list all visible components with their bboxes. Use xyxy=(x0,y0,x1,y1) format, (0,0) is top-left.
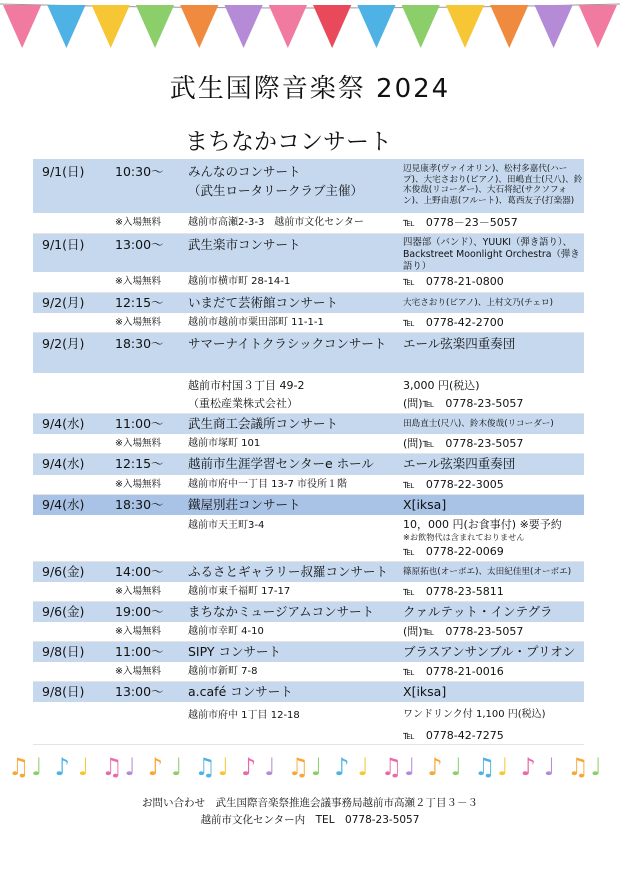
music-note-icon: ♪ xyxy=(241,753,257,781)
event-date: 9/8(日) xyxy=(42,684,85,699)
table-row xyxy=(33,495,584,515)
music-note-icon: ♫ xyxy=(380,753,403,781)
event-address: 越前市横市町 28-14-1 xyxy=(188,276,291,287)
table-row xyxy=(33,272,584,293)
event-performers: 四器部（バンド）、YUUKI（弾き語り）、Backstreet Moonlight Orchestra（弾き語り） xyxy=(403,237,580,272)
admission-free: ※入場無料 xyxy=(115,217,161,228)
table-row xyxy=(33,434,584,454)
music-note-icon: ♩ xyxy=(590,753,602,781)
event-tel: ℡ 0778-22-3005 xyxy=(403,478,504,491)
table-row xyxy=(33,333,584,373)
event-performers: ブラスアンサンブル・プリオン xyxy=(403,644,576,659)
event-date: 9/8(日) xyxy=(42,644,85,659)
event-date: 9/2(月) xyxy=(42,336,85,351)
contact-line-1: お問い合わせ 武生国際音楽祭推進会議事務局越前市高瀬２丁目３－３ xyxy=(142,797,478,809)
admission-free: ※入場無料 xyxy=(115,586,161,597)
event-tel: ℡ 0778-42-7275 xyxy=(403,729,504,742)
bunting-flag xyxy=(269,5,307,48)
bunting-flag xyxy=(92,5,130,48)
event-date: 9/6(金) xyxy=(42,564,85,579)
event-address: 越前市越前市粟田部町 11-1-1 xyxy=(188,317,324,328)
event-performers: X[iksa] xyxy=(403,497,447,512)
event-name: 武生商工会議所コンサート xyxy=(188,416,339,431)
music-note-icon: ♩ xyxy=(264,753,276,781)
bunting-flag xyxy=(402,5,440,48)
table-row xyxy=(33,662,584,682)
event-time: 11:00～ xyxy=(115,644,164,659)
music-note-icon: ♪ xyxy=(54,753,70,781)
table-row xyxy=(33,515,584,562)
admission-free: ※入場無料 xyxy=(115,626,161,637)
event-name: 鐵屋別荘コンサート xyxy=(188,497,301,512)
event-address: 越前市天王町3-4 xyxy=(188,520,265,531)
bunting-flag xyxy=(446,5,484,48)
event-address: 越前市高瀬2-3-3 越前市文化センター xyxy=(188,217,364,228)
music-note-icon: ♩ xyxy=(77,753,90,781)
event-name: ふるさとギャラリー叔羅コンサート xyxy=(188,564,389,579)
event-address: 越前市幸町 4-10 xyxy=(188,626,264,637)
admission-free: ※入場無料 xyxy=(115,479,161,490)
event-performers: エール弦楽四重奏団 xyxy=(403,456,516,471)
music-note-icon: ♩ xyxy=(543,753,556,781)
table-row xyxy=(33,622,584,642)
event-name: いまだて芸術館コンサート xyxy=(188,295,339,310)
table-row xyxy=(33,475,584,495)
event-time: 13:00～ xyxy=(115,237,164,252)
event-name: まちなかミュージアムコンサート xyxy=(188,604,375,619)
event-date: 9/4(水) xyxy=(42,456,85,471)
event-time: 18:30～ xyxy=(115,336,164,351)
event-tel: ℡ 0778－23－5057 xyxy=(403,216,518,229)
event-tel: ℡ 0778-21-0016 xyxy=(403,665,504,678)
admission-free: ※入場無料 xyxy=(115,666,161,677)
admission-free: ※入場無料 xyxy=(115,438,161,449)
music-note-icon: ♫ xyxy=(194,753,216,781)
event-name-sub: （武生ロータリークラブ主催） xyxy=(188,183,364,198)
event-address: 越前市村国３丁目 49-2 xyxy=(188,379,305,392)
bunting-decoration xyxy=(0,0,620,60)
event-address: 越前市塚町 101 xyxy=(188,438,261,449)
event-performers: エール弦楽四重奏団 xyxy=(403,336,516,351)
event-performers: 大宅さおり(ピアノ)、上村文乃(チェロ) xyxy=(403,298,553,308)
event-performers: 辺見康孝(ヴァイオリン)、松村多嘉代(ハープ)、大宅さおり(ピアノ)、田嶋直士(尺八)、鈴木俊哉(リコーダー)、大石将紀(サクソフォン)、上野由恵(フルート)、葛西友子(打楽器) xyxy=(403,164,583,207)
event-time: 12:15～ xyxy=(115,295,164,310)
event-performers: 篠原拓也(オーボエ)、太田紀佳里(オーボエ) xyxy=(403,567,572,577)
music-note-icon: ♫ xyxy=(287,753,310,781)
music-note-icon: ♪ xyxy=(147,753,164,781)
event-performers: 田島直士(尺八)、鈴木俊哉(リコーダー) xyxy=(403,419,554,429)
event-tel: (問)℡ 0778-23-5057 xyxy=(403,437,524,450)
bunting-flag xyxy=(180,5,218,48)
music-note-icon: ♫ xyxy=(101,753,123,781)
music-note-icon: ♩ xyxy=(217,753,230,781)
table-row xyxy=(33,702,584,745)
table-row xyxy=(33,313,584,333)
music-note-icon: ♩ xyxy=(124,753,136,781)
music-note-icon: ♫ xyxy=(474,753,496,781)
event-price: 10，000 円(お食事付) ※要予約 xyxy=(403,518,562,531)
table-row xyxy=(33,414,584,434)
contact-line-2: 越前市文化センター内 TEL 0778-23-5057 xyxy=(200,814,420,826)
bunting-flag xyxy=(47,5,85,48)
music-note-icon: ♩ xyxy=(357,753,369,781)
event-price: ワンドリンク付 1,100 円(税込) xyxy=(403,709,546,720)
event-date: 9/1(日) xyxy=(42,164,85,179)
bunting-flag xyxy=(313,5,351,48)
event-time: 18:30～ xyxy=(115,497,164,512)
music-note-icon: ♪ xyxy=(427,753,443,781)
table-row xyxy=(33,454,584,475)
event-name: a.café コンサート xyxy=(188,684,293,699)
music-note-icon: ♩ xyxy=(450,753,463,781)
table-row xyxy=(33,293,584,313)
admission-free: ※入場無料 xyxy=(115,317,161,328)
event-price: 3,000 円(税込) xyxy=(403,379,480,392)
music-note-icon: ♫ xyxy=(8,753,30,781)
event-name: 越前市生涯学習センターe ホール xyxy=(188,456,374,471)
table-row xyxy=(33,562,584,582)
event-tel: ℡ 0778-21-0800 xyxy=(403,275,504,288)
event-name: サマーナイトクラシックコンサート xyxy=(188,336,387,351)
event-name: みんなのコンサート xyxy=(188,164,301,179)
table-row xyxy=(33,602,584,622)
event-tel: ℡ 0778-23-5811 xyxy=(403,585,504,598)
event-time: 13:00～ xyxy=(115,684,164,699)
table-row xyxy=(33,234,584,272)
music-note-icon: ♪ xyxy=(520,753,536,781)
event-name: SIPY コンサート xyxy=(188,644,281,659)
music-note-icon: ♩ xyxy=(404,753,416,781)
event-performers: クァルテット・インテグラ xyxy=(403,604,553,619)
music-notes-decoration xyxy=(0,748,620,782)
event-tel: (問)℡ 0778-23-5057 xyxy=(403,625,524,638)
event-price-note: ※お飲物代は含まれておりません xyxy=(403,532,525,542)
event-time: 10:30～ xyxy=(115,164,164,179)
event-time: 19:00～ xyxy=(115,604,164,619)
event-date: 9/6(金) xyxy=(42,604,85,619)
concert-schedule-table xyxy=(33,159,584,745)
event-address: 越前市府中一丁目 13-7 市役所１階 xyxy=(188,479,348,490)
admission-free: ※入場無料 xyxy=(115,276,161,287)
table-row xyxy=(33,373,584,414)
event-address-sub: （重松産業株式会社） xyxy=(188,397,298,410)
event-address: 越前市府中 1丁目 12-18 xyxy=(188,710,300,721)
table-row xyxy=(33,213,584,234)
music-note-icon: ♩ xyxy=(497,753,509,781)
bunting-flag xyxy=(136,5,174,48)
music-note-icon: ♩ xyxy=(31,753,43,781)
bunting-flag xyxy=(224,5,262,48)
event-tel: ℡ 0778-22-0069 xyxy=(403,545,504,558)
music-note-icon: ♫ xyxy=(567,753,589,781)
table-row xyxy=(33,582,584,602)
table-row xyxy=(33,159,584,213)
event-time: 11:00～ xyxy=(115,416,164,431)
table-row xyxy=(33,642,584,662)
event-date: 9/4(水) xyxy=(42,416,85,431)
bunting-flag xyxy=(579,5,617,48)
bunting-flag xyxy=(357,5,395,48)
event-time: 12:15～ xyxy=(115,456,164,471)
event-name: 武生楽市コンサート xyxy=(188,237,301,252)
event-time: 14:00～ xyxy=(115,564,164,579)
table-row xyxy=(33,682,584,702)
event-tel: (問)℡ 0778-23-5057 xyxy=(403,397,524,410)
event-date: 9/1(日) xyxy=(42,237,85,252)
page-title: まちなかコンサート xyxy=(185,129,392,155)
event-performers: X[iksa] xyxy=(403,684,447,699)
bunting-flag xyxy=(534,5,572,48)
event-address: 越前市新町 7-8 xyxy=(188,666,258,677)
music-note-icon: ♩ xyxy=(310,753,323,781)
event-date: 9/4(水) xyxy=(42,497,85,512)
event-date: 9/2(月) xyxy=(42,295,85,310)
festival-title: 武生国際音楽祭 2024 xyxy=(169,74,451,104)
bunting-flag xyxy=(3,5,41,48)
event-address: 越前市東千福町 17-17 xyxy=(188,586,291,597)
bunting-flag xyxy=(490,5,528,48)
music-note-icon: ♩ xyxy=(171,753,183,781)
contact-info xyxy=(0,795,620,829)
music-note-icon: ♪ xyxy=(334,753,350,781)
event-tel: ℡ 0778-42-2700 xyxy=(403,316,504,329)
